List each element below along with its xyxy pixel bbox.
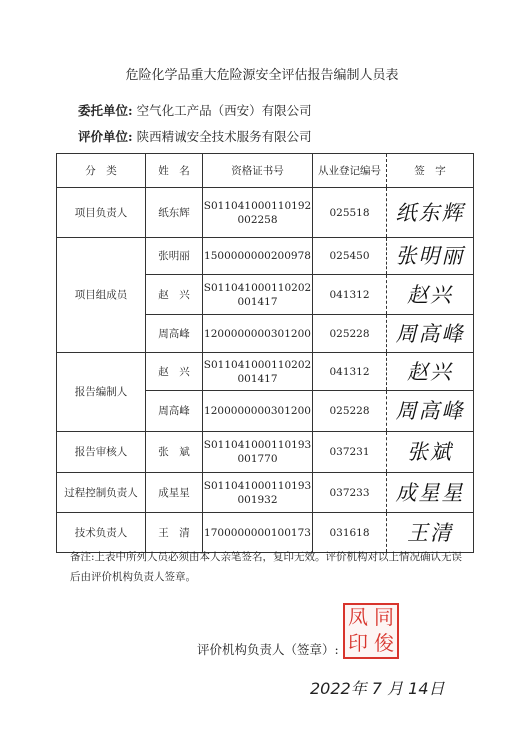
cert-cell: 1200000000301200 [203, 315, 313, 353]
category-cell: 过程控制负责人 [57, 473, 146, 513]
category-cell: 报告编制人 [57, 353, 146, 432]
name-cell: 张 斌 [146, 432, 203, 473]
table-row [57, 432, 474, 473]
reg-cell: 037233 [313, 473, 387, 513]
signatory-label: 评价机构负责人（签章）: [197, 642, 339, 657]
table-row [57, 353, 474, 391]
signing-date: 2022年 7 月 14日 [310, 679, 445, 698]
signature: 纸东辉 [387, 188, 474, 238]
name-cell: 赵 兴 [146, 353, 203, 391]
category-cell: 报告审核人 [57, 432, 146, 473]
seal-char: 印 [348, 631, 368, 655]
header-name: 姓 名 [146, 154, 203, 188]
staff-table [56, 153, 474, 553]
client-label: 委托单位: [78, 103, 133, 118]
evaluator-value: 陕西精诚安全技术服务有限公司 [136, 129, 312, 144]
page-title: 危险化学品重大危险源安全评估报告编制人员表 [125, 68, 399, 83]
name-cell: 王 清 [146, 513, 203, 553]
name-cell: 张明丽 [146, 238, 203, 275]
name-cell: 周高峰 [146, 391, 203, 432]
seal-char: 同 [374, 605, 394, 629]
header-signature: 签 字 [387, 154, 474, 188]
reg-cell: 041312 [313, 353, 387, 391]
cert-cell: 1500000000200978 [203, 238, 313, 275]
reg-cell: 025228 [313, 391, 387, 432]
signature: 张明丽 [387, 238, 474, 275]
cert-cell: S011041000110193 001770 [203, 432, 313, 473]
signature: 王清 [387, 513, 474, 553]
cert-cell: S011041000110202 001417 [203, 353, 313, 391]
cert-cell: S011041000110202 001417 [203, 275, 313, 315]
seal-stamp [343, 603, 399, 659]
signature: 成星星 [387, 473, 474, 513]
signature: 周高峰 [387, 391, 474, 432]
header-row [57, 154, 474, 188]
header-category: 分 类 [57, 154, 146, 188]
name-cell: 周高峰 [146, 315, 203, 353]
remark-note: 备注:上表中所列人员必须由本人亲笔签名，复印无效。评价机构对以上情况确认无误后由评价机构负责人签章。 [70, 551, 463, 583]
cert-cell: S011041000110193 001932 [203, 473, 313, 513]
category-cell: 项目负责人 [57, 188, 146, 238]
table-row [57, 188, 474, 238]
signature: 周高峰 [387, 315, 474, 353]
reg-cell: 031618 [313, 513, 387, 553]
evaluator-label: 评价单位: [78, 129, 133, 144]
seal-char: 凤 [348, 605, 368, 629]
reg-cell: 025450 [313, 238, 387, 275]
cert-cell: S011041000110192 002258 [203, 188, 313, 238]
reg-cell: 025228 [313, 315, 387, 353]
name-cell: 纸东辉 [146, 188, 203, 238]
cert-cell: 1700000000100173 [203, 513, 313, 553]
header-cert: 资格证书号 [203, 154, 313, 188]
client-value: 空气化工产品（西安）有限公司 [136, 103, 312, 118]
reg-cell: 025518 [313, 188, 387, 238]
evaluator-line [78, 127, 312, 145]
seal-char: 俊 [374, 631, 394, 655]
table-row [57, 238, 474, 275]
cert-cell: 1200000000301200 [203, 391, 313, 432]
name-cell: 赵 兴 [146, 275, 203, 315]
table-row [57, 473, 474, 513]
name-cell: 成星星 [146, 473, 203, 513]
client-line [78, 101, 312, 119]
category-cell: 项目组成员 [57, 238, 146, 353]
category-cell: 技术负责人 [57, 513, 146, 553]
signature: 张斌 [387, 432, 474, 473]
signature: 赵兴 [387, 275, 474, 315]
signature: 赵兴 [387, 353, 474, 391]
reg-cell: 041312 [313, 275, 387, 315]
header-reg: 从业登记编号 [313, 154, 387, 188]
reg-cell: 037231 [313, 432, 387, 473]
